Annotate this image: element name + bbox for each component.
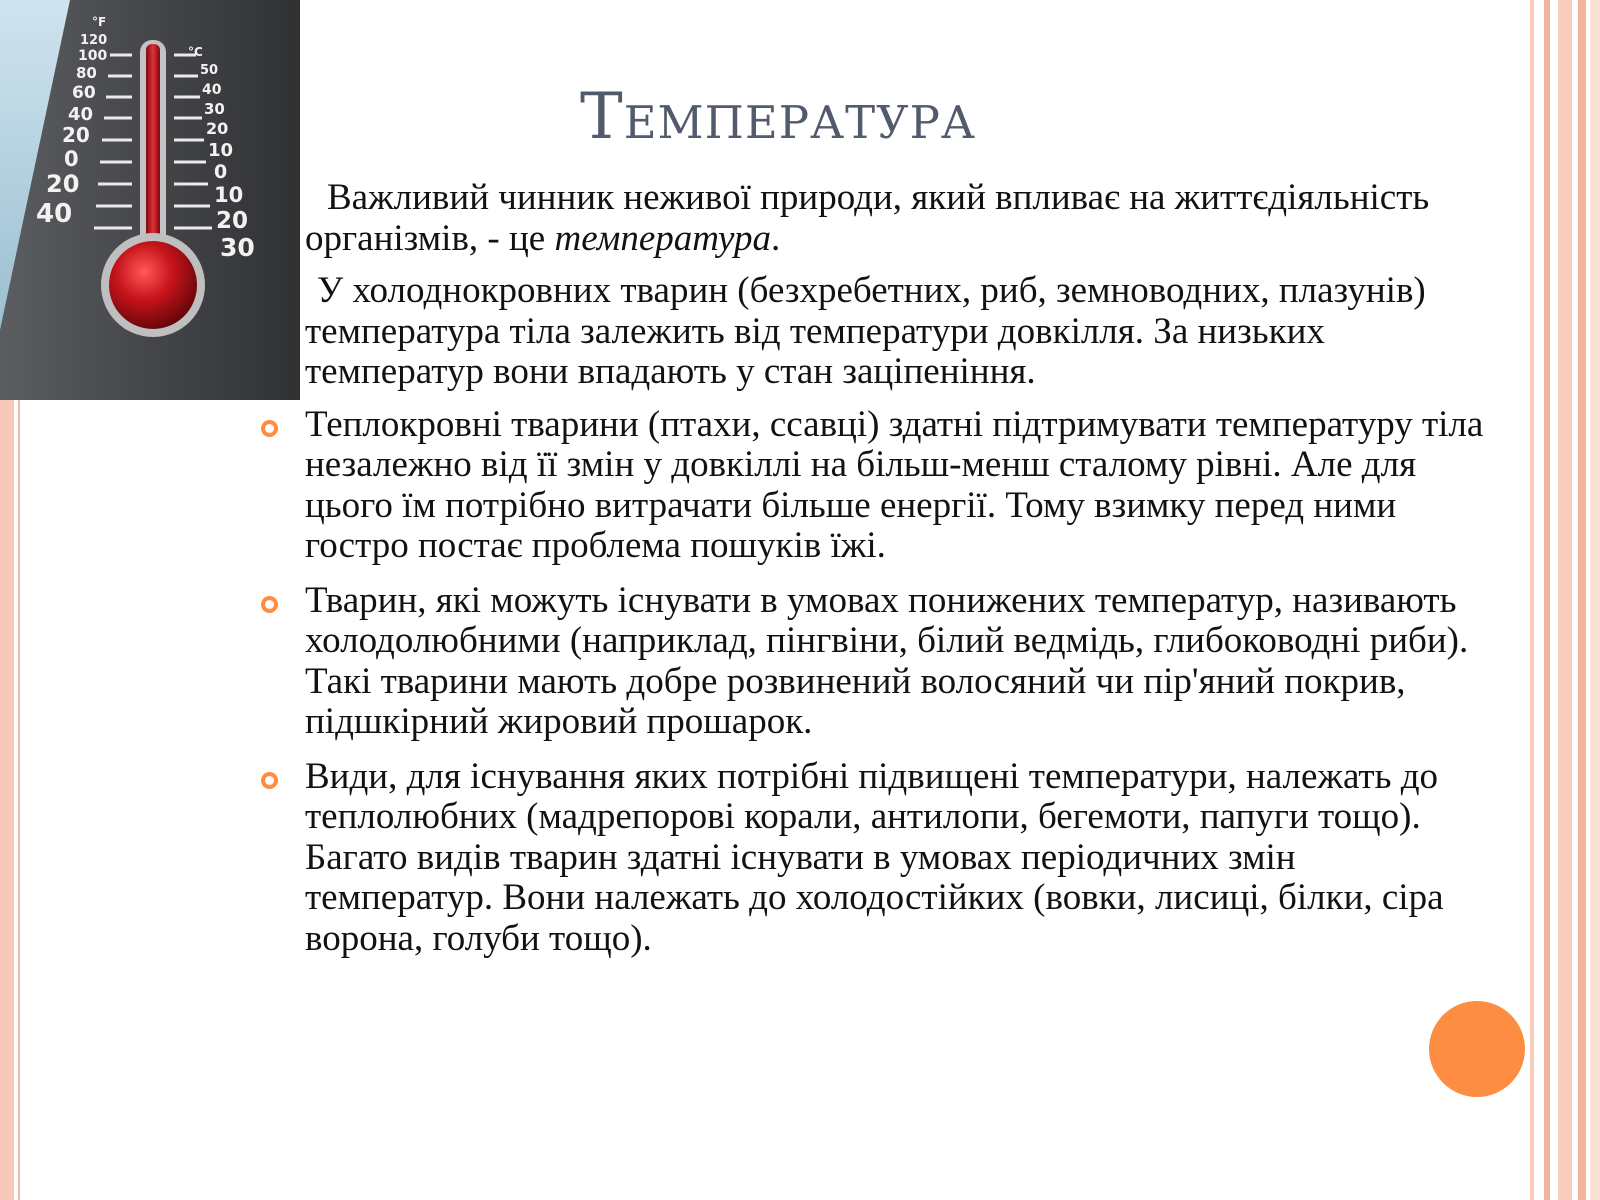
cold-blooded-paragraph: У холоднокровних тварин (безхребетних, риб, земноводних, плазунів) температура тіла залежить від температури довкілля. За низьких температур вони впадають у стан заціпеніння.: [305, 270, 1426, 392]
border-stripe: [1578, 0, 1586, 1200]
bullet-cold-loving: [305, 581, 1485, 743]
f-tick-label: 0: [64, 147, 79, 171]
c-tick-label: 10: [214, 183, 244, 207]
f-tick-label: 120: [80, 33, 108, 48]
right-border-stripes: [1530, 0, 1600, 1200]
f-tick-label: 40: [36, 199, 73, 229]
f-tick-label: 80: [76, 64, 97, 82]
thermometer-bulb: [109, 241, 197, 329]
bullet-text: Теплокровні тварини (птахи, ссавці) здатні підтримувати температуру тіла незалежно від її змін у довкіллі на більш-менш сталому рівні. Але для цього їм потрібно витрачати більше енергії. Тому взимку перед ними гостро постає проблема пошуків їжі.: [305, 403, 1484, 566]
bullet-heat-loving: [305, 757, 1485, 960]
border-stripe: [1530, 0, 1534, 1200]
intro-emphasis: температура: [554, 217, 771, 259]
c-tick-label: 30: [220, 233, 255, 262]
c-tick-label: 20: [216, 208, 249, 234]
f-tick-label: 60: [72, 83, 96, 103]
border-stripe: [1590, 0, 1600, 1200]
slide-body: [305, 178, 1485, 973]
intro-paragraph: [305, 178, 1485, 259]
bullet-circle-icon: [261, 596, 278, 613]
c-tick-label: 50: [200, 63, 219, 78]
thermometer-illustration: [0, 0, 300, 400]
border-stripe: [1558, 0, 1572, 1200]
c-tick-label: 40: [202, 82, 222, 98]
intro-text-end: .: [770, 217, 781, 259]
bullet-text: Тварин, які можуть існувати в умовах понижених температур, називають холодолюбними (наприклад, пінгвіни, білий ведмідь, глибоководні риби). Такі тварини мають добре розвинений волосяний чи пір'яний покрив, підшкірний жировий прошарок.: [305, 579, 1469, 742]
bullet-warm-blooded: [305, 405, 1485, 567]
f-tick-label: 100: [78, 48, 108, 64]
f-tick-label: 20: [46, 170, 80, 198]
f-tick-label: 20: [62, 123, 90, 147]
bullet-text: Види, для існування яких потрібні підвищені температури, належать до теплолюбних (мадрепорові корали, антилопи, бегемоти, папуги тощо). Багато видів тварин здатні існувати в умовах періодичних змін температур. Вони належать до холодостійких (вовки, лисиці, білки, сіра ворона, голуби тощо).: [305, 755, 1444, 959]
celsius-label: °C: [188, 45, 203, 59]
bullet-circle-icon: [261, 420, 278, 437]
border-stripe: [1544, 0, 1550, 1200]
c-tick-label: 30: [204, 100, 225, 118]
thermometer-image: [0, 0, 300, 400]
decorative-orange-circle: [1429, 1001, 1525, 1097]
c-tick-label: 20: [206, 119, 229, 138]
bullet-circle-icon: [261, 772, 278, 789]
intro-text: Важливий чинник неживої природи, який впливає на життєдіяльність організмів, - це: [305, 177, 1430, 259]
c-tick-label: 0: [214, 161, 228, 183]
f-tick-label: 40: [68, 104, 94, 125]
c-tick-label: 10: [208, 140, 234, 161]
fahrenheit-label: °F: [92, 15, 107, 29]
slide-title: Температура: [580, 80, 976, 154]
